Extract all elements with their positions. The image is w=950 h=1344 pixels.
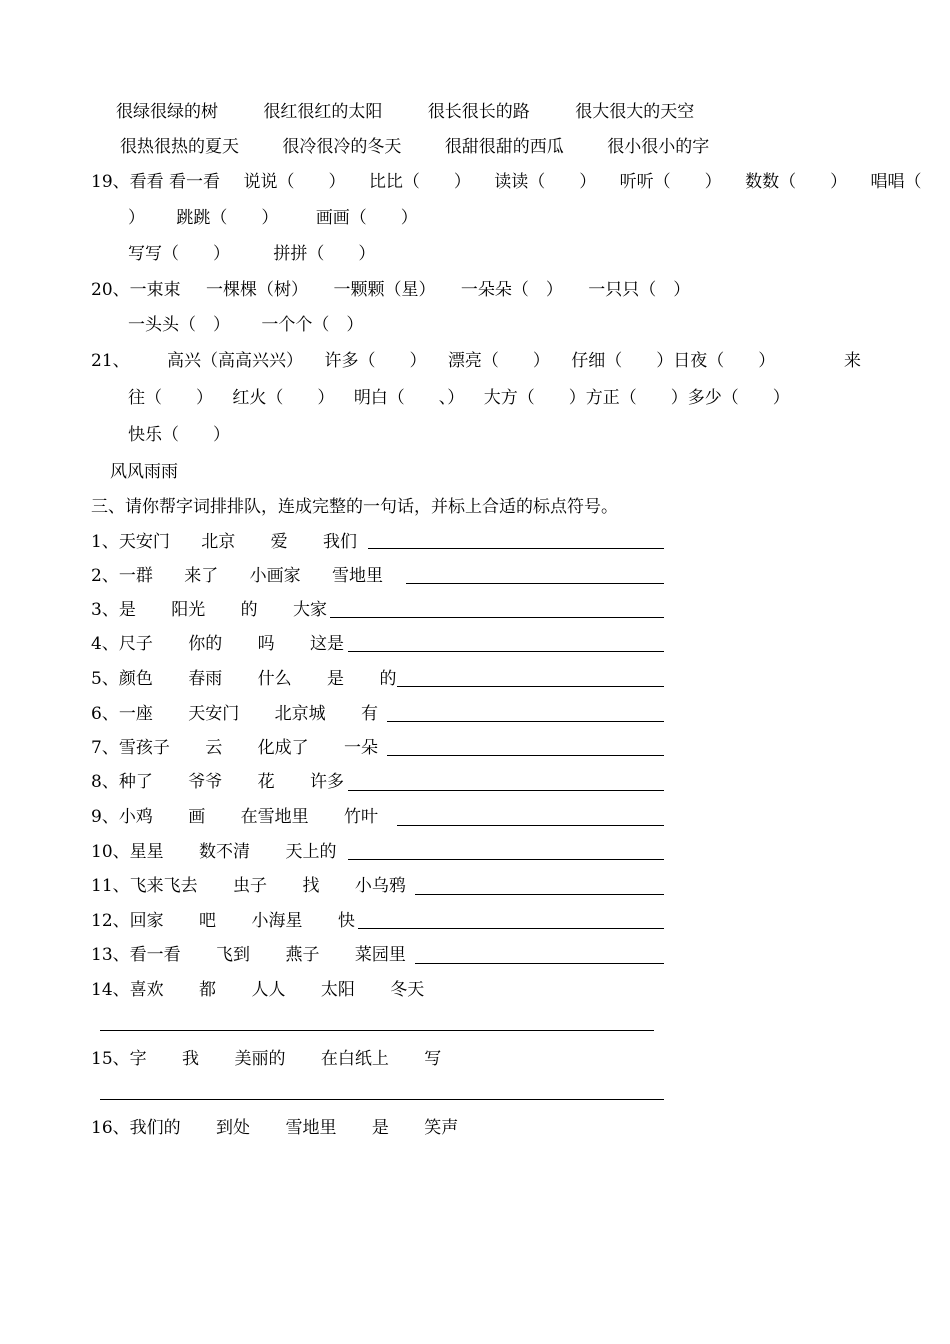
phrase: 很热很热的夏天 [120, 137, 239, 157]
phrase: 很大很大的天空 [575, 102, 695, 122]
word: 15、字 [91, 1049, 147, 1069]
phrase: 很甜很甜的西瓜 [444, 137, 564, 157]
phrase: 很小很小的字 [607, 137, 710, 157]
word: 我 [182, 1049, 200, 1069]
q21-item: 往（ ） [128, 388, 213, 408]
q20-item: 20、一束束 [91, 280, 181, 300]
answer-line[interactable] [387, 755, 664, 756]
phrase: 很冷很冷的冬天 [282, 137, 402, 157]
word: 是 [371, 1118, 389, 1138]
word: 画 [188, 807, 206, 827]
word: 什么 [257, 669, 292, 689]
word: 爷爷 [188, 772, 223, 792]
answer-line[interactable] [100, 1099, 664, 1100]
word: 虫子 [233, 876, 268, 896]
word: 是 [327, 669, 345, 689]
word: 快 [337, 911, 355, 931]
word: 云 [205, 738, 223, 758]
word: 阳光 [171, 600, 206, 620]
word: 大家 [293, 600, 328, 620]
q21-line-1 [91, 350, 861, 372]
word: 北京城 [274, 704, 326, 724]
word: 吧 [199, 911, 217, 931]
word: 冬天 [390, 980, 425, 1000]
answer-line[interactable] [415, 963, 664, 964]
phrase-line-2 [120, 136, 709, 158]
word: 人人 [251, 980, 286, 1000]
section-3-title: 三、请你帮字词排排队，连成完整的一句话，并标上合适的标点符号。 [91, 497, 618, 517]
q20-item: 一朵朵（ ） [460, 280, 563, 300]
word: 到处 [216, 1118, 251, 1138]
sentence-row-14 [91, 979, 424, 1001]
word: 11、飞来飞去 [91, 876, 198, 896]
q21-line-2 [128, 387, 790, 409]
q21-item: 仔细（ ）日夜（ ） [571, 351, 776, 371]
word: 太阳 [320, 980, 355, 1000]
word: 在雪地里 [240, 807, 309, 827]
sentence-row-5 [91, 668, 396, 690]
q19-item: 读读（ ） [494, 172, 597, 192]
sentence-row-7 [91, 737, 378, 759]
word: 4、尺子 [91, 634, 153, 654]
word: 1、天安门 [91, 532, 170, 552]
answer-line[interactable] [387, 721, 664, 722]
q21-item: 许多（ ） [324, 351, 427, 371]
word: 燕子 [285, 945, 320, 965]
word: 有 [361, 704, 379, 724]
word: 小乌鸦 [354, 876, 406, 896]
word: 7、雪孩子 [91, 738, 170, 758]
q19-item: 数数（ ） [745, 172, 848, 192]
word: 笑声 [424, 1118, 459, 1138]
extra-word: 风风雨雨 [110, 462, 178, 482]
word: 雪地里 [332, 566, 384, 586]
q19-item: ） [128, 208, 145, 228]
q21-item: 明白（ 、） [353, 388, 465, 408]
word: 天安门 [188, 704, 240, 724]
q20-item: 一头头（ ） [128, 315, 230, 335]
q19-item: 拼拼（ ） [273, 244, 376, 264]
word: 数不清 [199, 842, 251, 862]
word: 美丽的 [234, 1049, 286, 1069]
q19-item: 说说（ ） [243, 172, 346, 192]
word: 竹叶 [344, 807, 379, 827]
word: 2、一群 [91, 566, 153, 586]
sentence-row-2 [91, 565, 383, 587]
q21-item: 漂亮（ ） [447, 351, 550, 371]
sentence-row-12 [91, 910, 355, 932]
word: 5、颜色 [91, 669, 153, 689]
word: 吗 [257, 634, 275, 654]
word: 你的 [188, 634, 223, 654]
word: 3、是 [91, 600, 136, 620]
word: 化成了 [257, 738, 309, 758]
q21-item: 大方（ ）方正（ ）多少（ ） [483, 388, 790, 408]
word: 6、一座 [91, 704, 153, 724]
answer-line[interactable] [330, 617, 664, 618]
q19-line-3 [128, 243, 375, 265]
answer-line[interactable] [406, 583, 664, 584]
q21-item: 高兴（高高兴兴） [167, 351, 304, 371]
word: 小画家 [249, 566, 301, 586]
sentence-row-11 [91, 875, 406, 897]
word: 在白纸上 [320, 1049, 389, 1069]
word: 这是 [310, 634, 345, 654]
answer-line[interactable] [397, 825, 664, 826]
word: 写 [424, 1049, 442, 1069]
word: 春雨 [188, 669, 223, 689]
answer-line[interactable] [348, 790, 664, 791]
word: 爱 [270, 532, 288, 552]
q21-line-3 [128, 424, 230, 446]
word: 花 [257, 772, 275, 792]
q20-item: 一个个（ ） [261, 315, 364, 335]
word: 14、喜欢 [91, 980, 164, 1000]
sentence-row-10 [91, 841, 336, 863]
q19-line-1 [91, 171, 921, 193]
answer-line[interactable] [100, 1030, 654, 1031]
word: 一朵 [344, 738, 379, 758]
word: 都 [199, 980, 217, 1000]
q20-item: 一颗颗（星） [333, 280, 436, 300]
phrase: 很绿很绿的树 [116, 102, 218, 122]
answer-line[interactable] [368, 548, 664, 549]
q19-line-2 [128, 207, 418, 229]
q19-item: 听听（ ） [619, 172, 722, 192]
word: 天上的 [285, 842, 337, 862]
answer-line[interactable] [397, 686, 664, 687]
sentence-row-1 [91, 531, 357, 553]
q20-item: 一只只（ ） [588, 280, 691, 300]
sentence-row-16 [91, 1117, 458, 1139]
word: 的 [379, 669, 397, 689]
q19-item: 写写（ ） [128, 244, 230, 264]
word: 13、看一看 [91, 945, 181, 965]
word: 飞到 [216, 945, 251, 965]
word: 小海星 [251, 911, 303, 931]
q21-item: 红火（ ） [232, 388, 335, 408]
q21-item: 21、 [91, 351, 130, 371]
q20-line-1 [91, 279, 690, 301]
q19-item: 画画（ ） [315, 208, 418, 228]
answer-line[interactable] [415, 894, 664, 895]
word: 来了 [184, 566, 219, 586]
word: 16、我们的 [91, 1118, 181, 1138]
word: 12、回家 [91, 911, 164, 931]
word: 8、种了 [91, 772, 153, 792]
sentence-row-13 [91, 944, 406, 966]
sentence-row-15 [91, 1048, 441, 1070]
q19-item: 跳跳（ ） [176, 208, 279, 228]
sentence-row-3 [91, 599, 327, 621]
sentence-row-6 [91, 703, 378, 725]
word: 10、星星 [91, 842, 164, 862]
word: 9、小鸡 [91, 807, 153, 827]
word: 我们 [323, 532, 358, 552]
q19-item: 唱唱（ [870, 172, 922, 192]
q21-item: 快乐（ ） [128, 425, 230, 445]
q20-item: 一棵棵（树） [206, 280, 309, 300]
phrase-line-1 [116, 101, 694, 123]
word: 找 [302, 876, 320, 896]
word: 菜园里 [354, 945, 406, 965]
q21-item: 来 [844, 351, 861, 371]
sentence-row-8 [91, 771, 344, 793]
word: 北京 [201, 532, 236, 552]
phrase: 很红很红的太阳 [263, 102, 383, 122]
q19-item: 比比（ ） [368, 172, 471, 192]
sentence-row-9 [91, 806, 378, 828]
q20-line-2 [128, 314, 363, 336]
phrase: 很长很长的路 [427, 102, 530, 122]
sentence-row-4 [91, 633, 344, 655]
answer-line[interactable] [358, 928, 664, 929]
word: 许多 [310, 772, 345, 792]
word: 的 [240, 600, 258, 620]
q19-item: 19、看看 看一看 [91, 172, 221, 192]
answer-line[interactable] [348, 651, 664, 652]
answer-line[interactable] [348, 859, 664, 860]
word: 雪地里 [285, 1118, 337, 1138]
